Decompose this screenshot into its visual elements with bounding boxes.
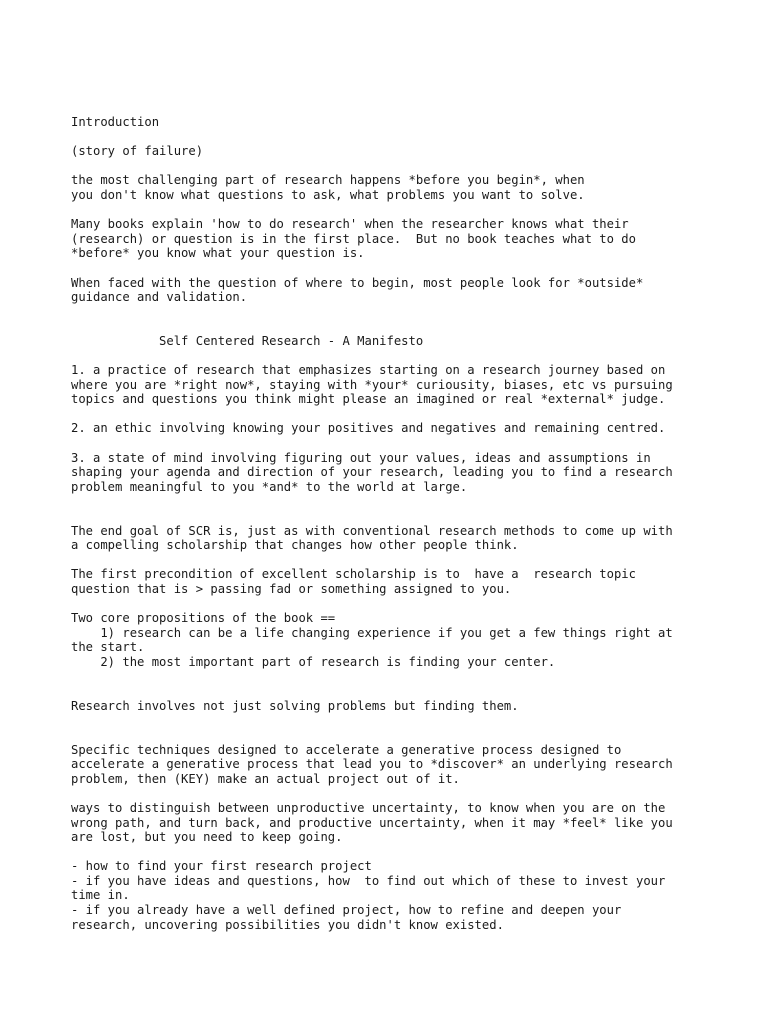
text-line: 2) the most important part of research is finding your center. [71, 654, 556, 669]
text-line: are lost, but you need to keep going. [71, 830, 343, 845]
text-line: - how to find your first research project [71, 859, 372, 874]
text-line: Two core propositions of the book == [71, 611, 336, 626]
text-line: you don't know what questions to ask, what problems you want to solve. [71, 187, 585, 202]
text-line: wrong path, and turn back, and productive uncertainty, when it may *feel* like you [71, 815, 673, 830]
text-line: the start. [71, 640, 145, 655]
text-line: The end goal of SCR is, just as with conventional research methods to come up with [71, 523, 673, 538]
text-line: problem meaningful to you *and* to the world at large. [71, 479, 468, 494]
text-line: question that is > passing fad or something assigned to you. [71, 582, 512, 596]
text-line: the most challenging part of research happens *before you begin*, when [71, 173, 585, 188]
text-line: problem, then (KEY) make an actual project out of it. [71, 771, 460, 786]
text-line: (research) or question is in the first place. But no book teaches what to do [71, 231, 636, 246]
text-line [71, 845, 711, 860]
text-line: Many books explain 'how to do research' when the researcher knows what their [71, 217, 629, 232]
text-line [71, 130, 711, 145]
text-line: a compelling scholarship that changes how other people think. [71, 538, 519, 553]
text-line: accelerate a generative process that lead you to *discover* an underlying research [71, 757, 673, 772]
text-line [71, 684, 711, 699]
text-line [71, 261, 711, 276]
text-line [71, 670, 711, 685]
text-line: where you are *right now*, staying with *your* curiousity, biases, etc vs pursuing [71, 377, 673, 392]
text-line [71, 713, 711, 728]
text-line: 2. an ethic involving knowing your positives and negatives and remaining centred. [71, 421, 666, 436]
text-line [71, 509, 711, 524]
text-line [71, 319, 711, 334]
text-line [71, 159, 711, 174]
text-line: shaping your agenda and direction of your research, leading you to find a research [71, 465, 673, 480]
text-line: (story of failure) [71, 144, 204, 159]
text-line: topics and questions you think might please an imagined or real *external* judge. [71, 392, 666, 407]
text-line [71, 203, 711, 218]
text-line [71, 786, 711, 801]
text-line: research, uncovering possibilities you didn't know existed. [71, 917, 504, 932]
text-line: 3. a state of mind involving figuring out your values, ideas and assumptions in [71, 450, 651, 465]
text-line [71, 305, 711, 320]
text-line: guidance and validation. [71, 290, 248, 305]
text-line: The first precondition of excellent scholarship is to have a research topic [71, 567, 636, 582]
text-line: Research involves not just solving problems but finding them. [71, 698, 519, 713]
text-line: Self Centered Research - A Manifesto [71, 333, 424, 348]
text-line [71, 436, 711, 451]
text-line [71, 597, 711, 612]
text-line [71, 553, 711, 568]
text-line: 1. a practice of research that emphasizes starting on a research journey based on [71, 363, 666, 378]
text-line: - if you already have a well defined project, how to refine and deepen your [71, 903, 622, 918]
text-line: Specific techniques designed to accelerate a generative process designed to [71, 742, 622, 757]
text-line: Introduction [71, 115, 160, 129]
text-line: ways to distinguish between unproductive uncertainty, to know when you are on the [71, 800, 666, 815]
text-line: When faced with the question of where to begin, most people look for *outside* [71, 275, 644, 290]
text-line: - if you have ideas and questions, how to find out which of these to invest your [71, 873, 666, 888]
text-line [71, 494, 711, 509]
text-line [71, 728, 711, 743]
text-line: 1) research can be a life changing experience if you get a few things right at [71, 625, 673, 640]
text-line [71, 407, 711, 422]
text-line [71, 349, 711, 364]
text-line: time in. [71, 888, 130, 903]
document-text [71, 115, 711, 932]
text-line: *before* you know what your question is. [71, 246, 365, 261]
